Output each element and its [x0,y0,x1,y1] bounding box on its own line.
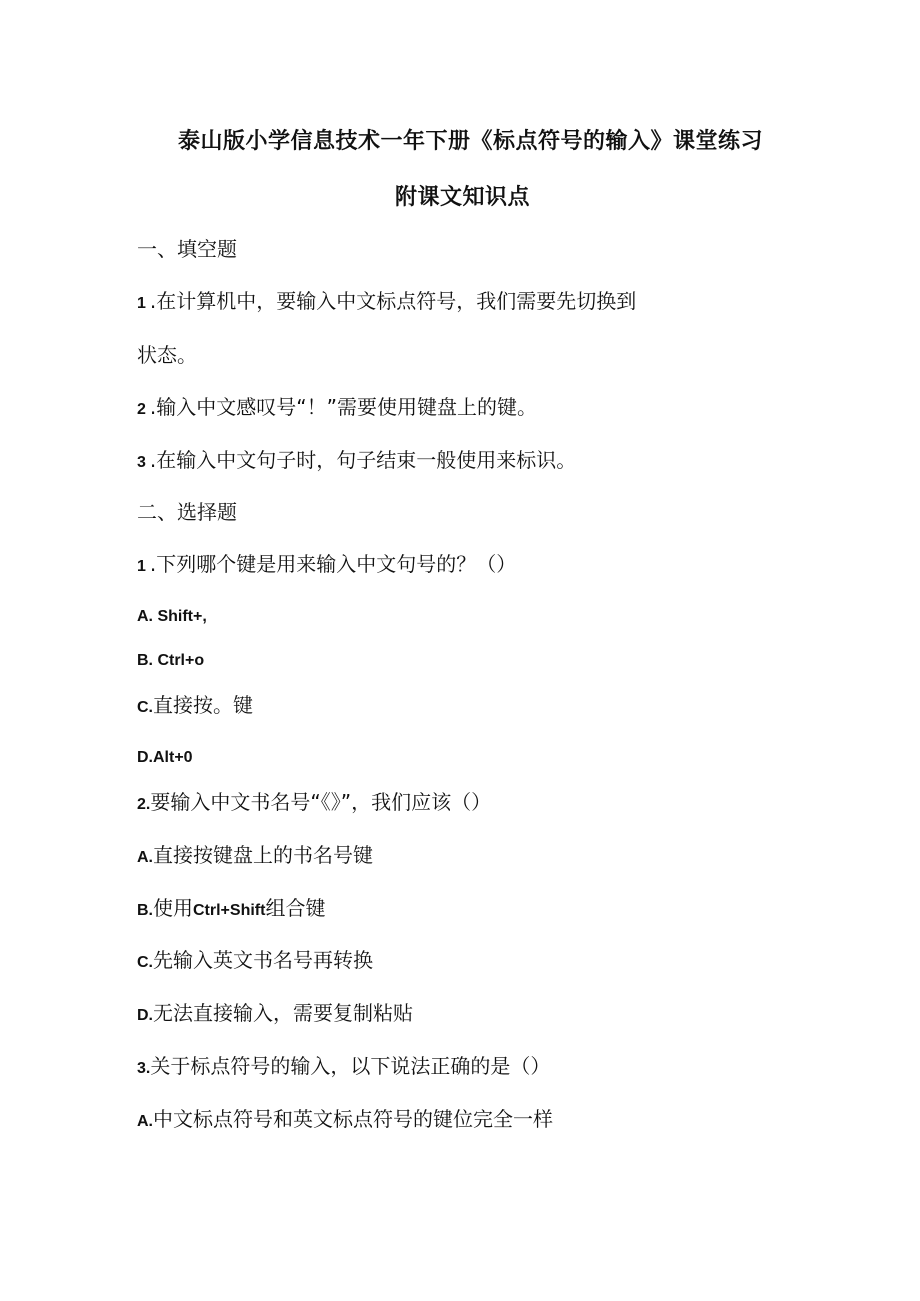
option-label: A. [137,1113,153,1130]
section-heading-multiple-choice: 二、选择题 [137,500,237,524]
option-text-post: 组合键 [265,896,326,920]
question-text: .在计算机中，要输入中文标点符号，我们需要先切换到 [149,289,637,313]
choice-question-1 [137,550,516,581]
question-number: 3 [137,454,146,471]
question-number: 1 [137,558,146,575]
fill-blank-question-3 [137,446,576,477]
option-text: 中文标点符号和英文标点符号的键位完全一样 [153,1107,553,1131]
question-text: 要输入中文书名号“《》”，我们应该（） [150,790,492,814]
option-keys: Ctrl+Shift [193,902,266,919]
option-label: C. [137,699,153,716]
choice-question-2 [137,788,491,819]
question-number: 3. [137,1060,151,1077]
choice-option-b [137,894,325,925]
fill-blank-question-1-continued: 状态。 [137,343,197,367]
option-label: C. [137,954,153,971]
document-title-line-2: 附课文知识点 [395,185,531,210]
choice-option-b: B. Ctrl+o [137,652,205,669]
option-text: 无法直接输入，需要复制粘贴 [153,1001,413,1025]
option-label: A. [137,849,153,866]
choice-option-a [137,1105,553,1136]
choice-option-c [137,691,253,722]
choice-option-c [137,946,373,977]
question-text: .在输入中文句子时，句子结束一般使用来标识。 [149,448,577,472]
option-text: 直接按。键 [153,693,253,717]
option-label: D. [137,1007,153,1024]
option-text-pre: 使用 [153,896,193,920]
question-number: 2 [137,401,146,418]
option-label: B. [137,902,153,919]
fill-blank-question-1 [137,287,636,318]
choice-option-d: D.Alt+0 [137,749,193,766]
option-text: 直接按键盘上的书名号键 [153,843,373,867]
fill-blank-question-2 [137,393,537,424]
choice-option-d [137,999,413,1030]
document-title-line-1: 泰山版小学信息技术一年下册《标点符号的输入》课堂练习 [178,129,764,154]
question-text: .输入中文感叹号“！”需要使用键盘上的键。 [149,395,537,419]
question-text: 关于标点符号的输入，以下说法正确的是（） [150,1054,551,1078]
choice-option-a: A. Shift+, [137,608,207,625]
choice-question-3 [137,1052,550,1083]
question-text: .下列哪个键是用来输入中文句号的？（） [149,552,517,576]
option-text: 先输入英文书名号再转换 [153,948,373,972]
question-number: 1 [137,295,146,312]
question-number: 2. [137,796,151,813]
choice-option-a [137,841,373,872]
section-heading-fill-blank: 一、填空题 [137,237,237,261]
